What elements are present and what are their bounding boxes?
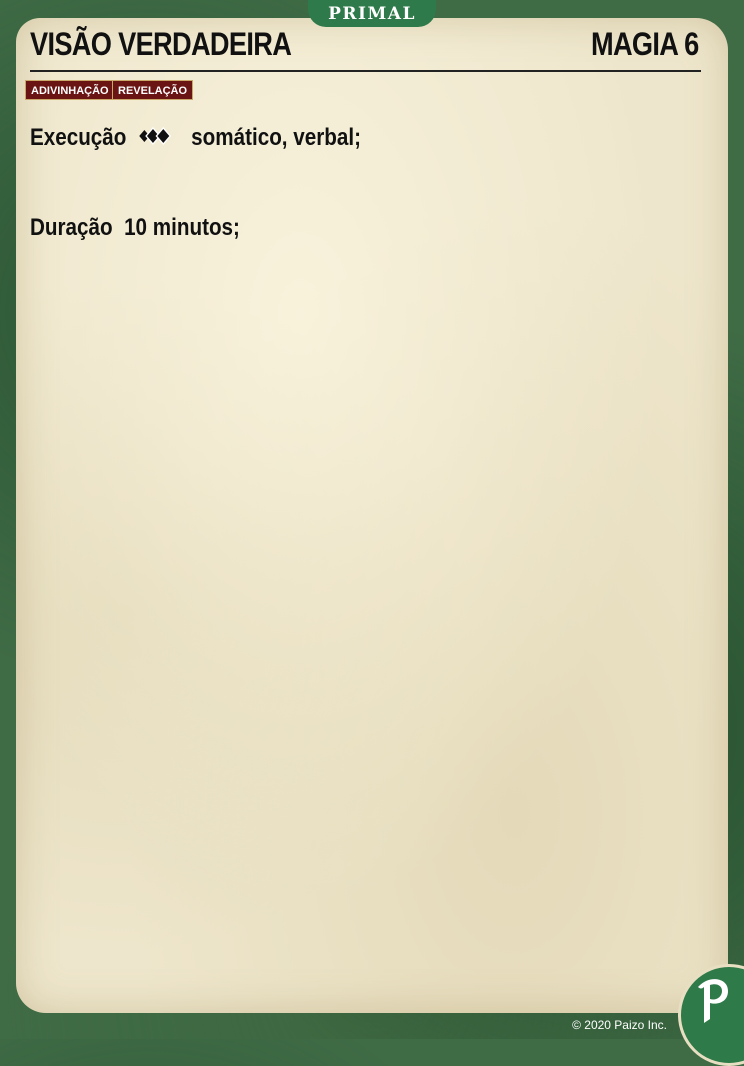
copyright: © 2020 Paizo Inc.	[572, 1018, 667, 1032]
spell-title: VISÃO VERDADEIRA	[30, 26, 292, 62]
title-divider	[30, 70, 701, 72]
tradition-tab: PRIMAL	[308, 0, 436, 27]
cast-line	[30, 124, 361, 152]
cast-components: somático, verbal;	[191, 124, 361, 151]
duration-value: 10 minutos;	[124, 214, 240, 241]
two-actions-icon	[137, 124, 175, 148]
trait-badge: ADIVINHAÇÃO	[25, 80, 115, 100]
spell-level: MAGIA 6	[591, 26, 699, 62]
spell-card	[16, 18, 728, 1013]
trait-badge: REVELAÇÃO	[112, 80, 193, 100]
duration-label: Duração	[30, 214, 113, 241]
duration-line	[30, 214, 240, 242]
cast-label: Execução	[30, 124, 127, 151]
paizo-p-icon	[692, 975, 736, 1027]
